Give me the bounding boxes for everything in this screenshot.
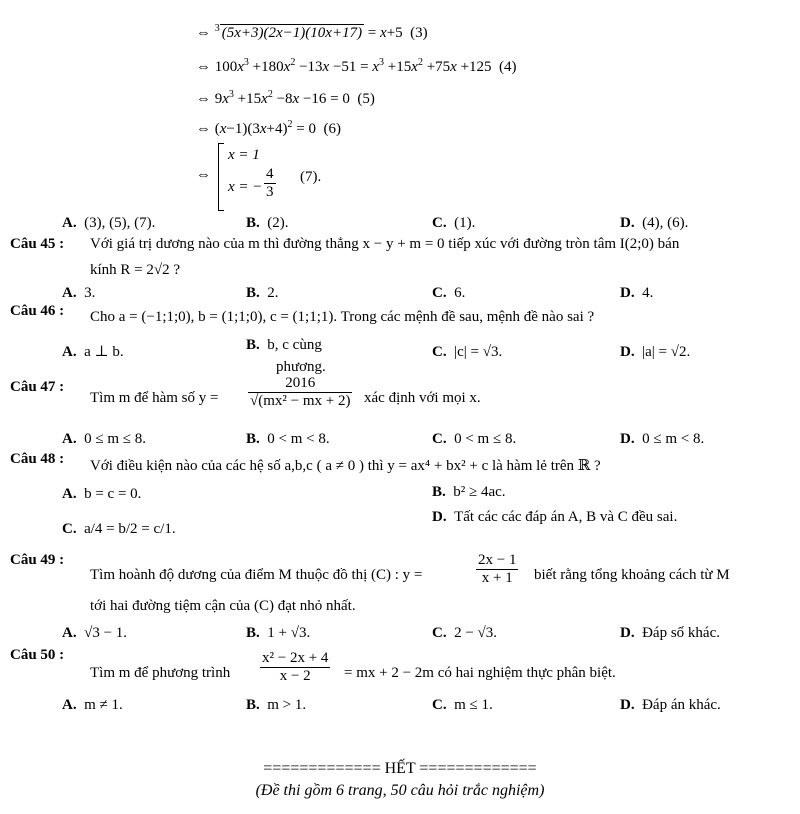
- q50-pre: Tìm m để phương trình: [90, 665, 231, 681]
- step-3: ⇔ $^3$ (5x+3)(2x−1)(10x+17) = x+5 (3): [196, 23, 428, 41]
- q46-option-b[interactable]: B. b, c cùng: [246, 337, 322, 353]
- step-6: ⇔ $(x-1)(3x+4)^2 = 0$ (6): [196, 119, 341, 137]
- step-3-tag: (3): [410, 25, 428, 41]
- exam-note: (Đề thi gồm 6 trang, 50 câu hỏi trắc nghiệm): [255, 782, 545, 799]
- q48-label: Câu 48 :: [10, 451, 65, 467]
- q50-option-d[interactable]: D. Đáp án khác.: [620, 697, 721, 713]
- step-4-tag: (4): [499, 59, 517, 75]
- q47-option-d[interactable]: D. 0 ≤ m < 8.: [620, 431, 705, 447]
- q50-label: Câu 50 :: [10, 647, 65, 663]
- q47-pre: Tìm m để hàm số y =: [90, 390, 219, 406]
- q50-fraction: $\frac{\text{x² − 2x + 4}}{x - 2}$: [262, 650, 329, 684]
- q47-option-a[interactable]: A. 0 ≤ m ≤ 8.: [62, 431, 146, 447]
- q46-option-a[interactable]: A. a ⊥ b.: [62, 344, 124, 360]
- system-bracket: [218, 143, 224, 211]
- q45-text-line2: kính R = 2√2 ?: [90, 262, 181, 278]
- end-marker: ============= HẾT =============: [263, 760, 537, 777]
- q46-option-c[interactable]: C. |c| = √3.: [432, 344, 503, 360]
- q50-option-a[interactable]: A. m ≠ 1.: [62, 697, 123, 713]
- q46-label: Câu 46 :: [10, 303, 65, 319]
- step-6-tag: (6): [323, 121, 341, 137]
- q48-option-b[interactable]: B. b² ≥ 4ac.: [432, 484, 506, 500]
- step-7-tag: (7).: [300, 169, 322, 185]
- q45-option-b[interactable]: B. 2.: [246, 285, 279, 301]
- q46-option-b-cont: phương.: [276, 359, 326, 375]
- q50-option-c[interactable]: C. m ≤ 1.: [432, 697, 493, 713]
- step-5: ⇔ $9x^3 +15x^2 -8x -16 = 0$ (5): [196, 89, 375, 107]
- q49-pre: Tìm hoành độ dương của điểm M thuộc đồ thị (C) : y =: [90, 567, 423, 583]
- q46-option-d[interactable]: D. |a| = √2.: [620, 344, 691, 360]
- q45-label: Câu 45 :: [10, 236, 65, 252]
- q44-option-b[interactable]: B. (2).: [246, 215, 289, 231]
- q45-option-a[interactable]: A. 3.: [62, 285, 96, 301]
- step-7-arrow: ⇔: [196, 167, 211, 183]
- q49-option-b[interactable]: B. 1 + √3.: [246, 625, 311, 641]
- q44-option-c[interactable]: C. (1).: [432, 215, 476, 231]
- q49-option-a[interactable]: A. √3 − 1.: [62, 625, 128, 641]
- q44-option-d[interactable]: D. (4), (6).: [620, 215, 689, 231]
- q47-fraction: $\frac{2016}{\text{√(mx² − mx + 2)}}$: [250, 375, 351, 409]
- q49-option-c[interactable]: C. 2 − √3.: [432, 625, 498, 641]
- q47-option-b[interactable]: B. 0 < m < 8.: [246, 431, 330, 447]
- step-4: ⇔ $100x^3 +180x^2 -13x -51 = x^3 +15x^2 +75x +125$ (4): [196, 57, 517, 75]
- q49-post: biết rằng tổng khoảng cách từ M: [534, 567, 730, 583]
- q46-text: Cho a = (−1;1;0), b = (1;1;0), c = (1;1;1). Trong các mệnh đề sau, mệnh đề nào sai ?: [90, 309, 595, 325]
- q49-option-d[interactable]: D. Đáp số khác.: [620, 625, 720, 641]
- q49-label: Câu 49 :: [10, 552, 65, 568]
- q48-option-c[interactable]: C. a/4 = b/2 = c/1.: [62, 521, 176, 537]
- q49-line2: tới hai đường tiệm cận của (C) đạt nhỏ nhất.: [90, 598, 356, 614]
- q48-option-a[interactable]: A. b = c = 0.: [62, 486, 142, 502]
- q50-option-b[interactable]: B. m > 1.: [246, 697, 307, 713]
- step-5-tag: (5): [357, 91, 375, 107]
- q45-option-c[interactable]: C. 6.: [432, 285, 466, 301]
- step-7-fraction: $\frac{4}{3}$: [266, 166, 274, 200]
- q47-post: xác định với mọi x.: [364, 390, 481, 406]
- q48-option-d[interactable]: D. Tất các các đáp án A, B và C đều sai.: [432, 509, 678, 525]
- q45-text-line1: Với giá trị dương nào của m thì đường thẳng x − y + m = 0 tiếp xúc với đường tròn tâm I(2;0) bán: [90, 236, 680, 252]
- q49-fraction: $\frac{2x - 1}{x + 1}$: [478, 552, 517, 586]
- q47-label: Câu 47 :: [10, 379, 65, 395]
- q48-text: Với điều kiện nào của các hệ số a,b,c ( a ≠ 0 ) thì y = ax⁴ + bx² + c là hàm lẻ trên ℝ ?: [90, 458, 601, 474]
- q45-option-d[interactable]: D. 4.: [620, 285, 654, 301]
- q44-option-a[interactable]: A. (3), (5), (7).: [62, 215, 156, 231]
- q50-post: = mx + 2 − 2m có hai nghiệm thực phân biệt.: [344, 665, 616, 681]
- step-7-line1: x = 1: [228, 147, 260, 163]
- q47-option-c[interactable]: C. 0 < m ≤ 8.: [432, 431, 517, 447]
- step-7-line2: x = −: [228, 179, 263, 195]
